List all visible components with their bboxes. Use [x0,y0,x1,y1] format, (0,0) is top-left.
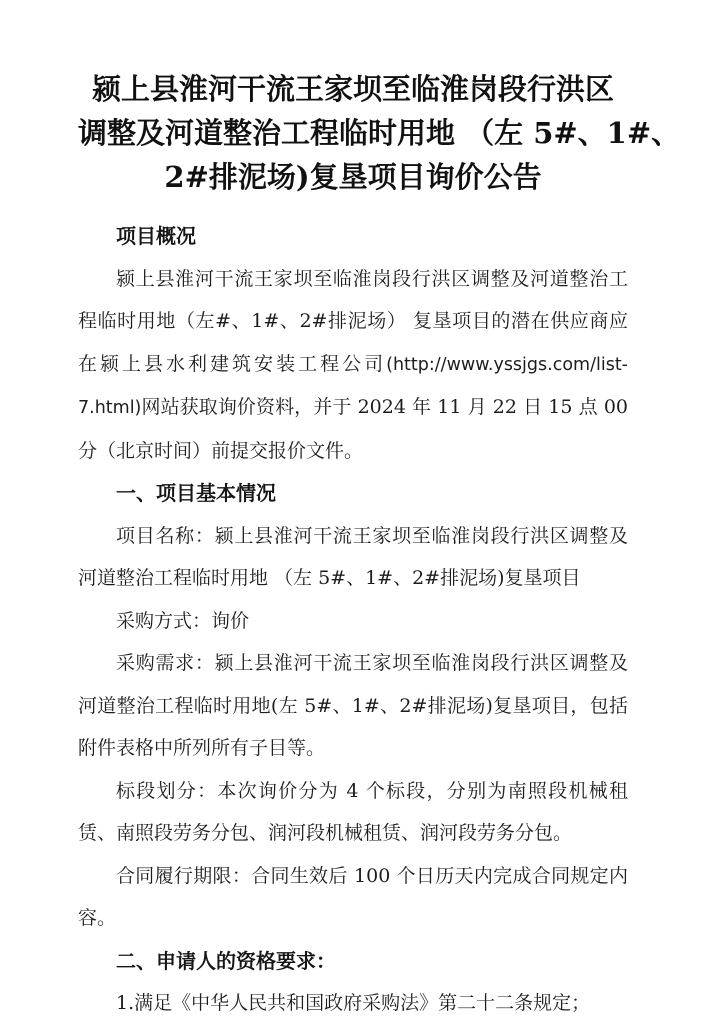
title-line-3: 2#排泥场)复垦项目询价公告 [164,160,542,194]
document-title [78,67,681,199]
project-url: (http://www.yssjgs.com/list-7.html) [78,354,628,418]
title-line-2: 调整及河道整治工程临时用地 （左 5#、1#、 [78,116,681,150]
project-name-paragraph: 项目名称：颍上县淮河干流王家坝至临淮岗段行洪区调整及河道整治工程临时用地 （左 5#、1#、2#排泥场)复垦项目 [78,524,628,589]
section-qualification-heading: 二、申请人的资格要求： [116,948,336,973]
title-line-1: 颍上县淮河干流王家坝至临淮岗段行洪区 [91,72,614,106]
contract-period-line: 合同履行期限：合同生效后 100 个日历天内完成合同规定内容。 [78,864,628,929]
overview-text-lead: 颍上县淮河干流王家坝至临淮岗段行洪区调整及河道整治工程临时用地（左#、1#、2#排泥场） 复垦项目的潜在供应商应在颍上县水利建筑安装工程公司 [78,267,628,375]
qualification-item-1: 1.满足《中华人民共和国政府采购法》第二十二条规定； [116,992,591,1014]
lot-division-paragraph: 标段划分：本次询价分为 4 个标段，分别为南照段机械租赁、南照段劳务分包、润河段机械租赁、润河段劳务分包。 [78,779,628,844]
procurement-demand-paragraph: 采购需求：颍上县淮河干流王家坝至临淮岗段行洪区调整及河道整治工程临时用地(左 5#、1#、2#排泥场)复垦项目，包括附件表格中所列所有子目等。 [78,652,628,759]
overview-heading: 项目概况 [116,224,196,248]
procurement-method-line: 采购方式：询价 [116,609,250,632]
overview-paragraph [78,258,628,473]
overview-text-tail: 网站获取询价资料，并于 2024 年 11 月 22 日 15 点 00 分（北京时间）前提交报价文件。 [78,396,628,462]
section-basic-info-heading: 一、项目基本情况 [116,481,276,505]
